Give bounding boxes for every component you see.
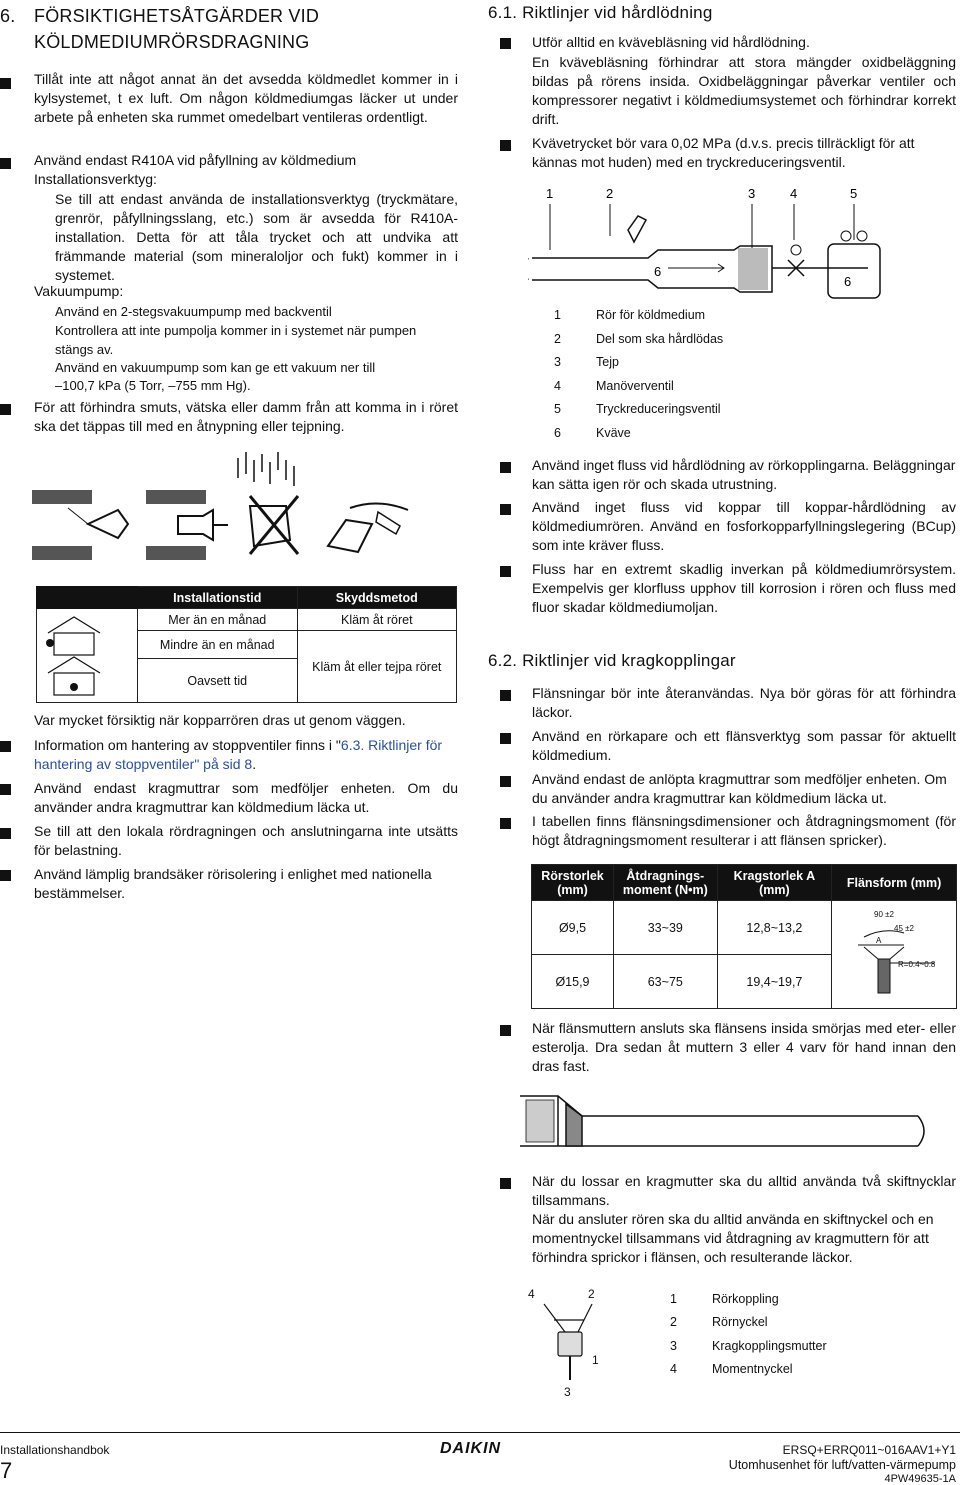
note-text: Var mycket försiktig när kopparrören dras ut genom väggen.: [34, 712, 406, 728]
page-number: 7: [0, 1458, 13, 1483]
legend-text: Tryckreduceringsventil: [596, 402, 721, 416]
brazing-figure: [528, 180, 948, 300]
bullet-text: När flänsmuttern ansluts ska flänsens insida smörjas med eter- eller esterolja. Dra sedan åt muttern 3 eller 4 varv för hand innan den dras fast.: [532, 1020, 956, 1074]
vacuum-text-4: –100,7 kPa (5 Torr, –755 mm Hg).: [55, 378, 251, 393]
table-cell: Kläm åt röret: [297, 609, 456, 631]
legend-text: Kragkopplingsmutter: [712, 1339, 827, 1353]
bullet: [0, 870, 11, 881]
stop-valve-link[interactable]: 6.3. Riktlinjer för hantering av stoppventiler" på sid 8: [34, 737, 443, 772]
bullet-text: Se till att den lokala rördragningen och anslutningarna inte utsätts för belastning.: [34, 823, 458, 858]
legend-text: Rörnyckel: [712, 1315, 768, 1329]
bullet: [500, 690, 511, 701]
vacuum-text-2: Kontrollera att inte pumpolja kommer in i systemet när pumpen stängs av.: [55, 323, 417, 357]
col-header: Kragstorlek A (mm): [717, 865, 832, 901]
table-cell: 19,4~19,7: [717, 955, 832, 1009]
table-cell: Ø9,5: [532, 901, 614, 955]
footer-rule: [0, 1432, 960, 1433]
bullet-text: Tillåt inte att något annat än det avsedda köldmedlet kommer in i kylsystemet, t ex luft. Om någon köldmediumgas läcker ut under arbete på enheten ska rummet omedelbart ventileras ordentligt.: [34, 71, 458, 125]
fig-label: 4: [790, 186, 798, 201]
legend-num: 3: [554, 355, 561, 369]
fig-label: 2: [606, 186, 614, 201]
bullet-text: En kvävebläsning förhindrar att stora mängder oxidbeläggning bildas på rörens insida. Oxidbeläggningar påverkar ventiler och kompressorer negativt i köldmediumsystemet och förhindrar korrekt drift.: [532, 54, 956, 127]
section-title-line2: KÖLDMEDIUMRÖRSDRAGNING: [34, 32, 310, 52]
legend-text: Kväve: [596, 426, 631, 440]
bullet: [500, 818, 511, 829]
vacuum-text-3: Använd en vakuumpump som kan ge ett vakuum ner till: [55, 360, 376, 375]
section-title-line1: FÖRSIKTIGHETSÅTGÄRDER VID: [34, 6, 320, 26]
table-cell: Mindre än en månad: [137, 631, 297, 659]
legend-num: 6: [554, 426, 561, 440]
fig-label: 6: [844, 274, 852, 289]
col-header: Åtdragnings-moment (N•m): [613, 865, 717, 901]
table-cell: Ø15,9: [532, 955, 614, 1009]
bullet: [500, 140, 511, 151]
bullet-text: Använd en rörkapare och ett flänsverktyg som passar för aktuellt köldmedium.: [532, 728, 956, 763]
bullet: [0, 404, 11, 415]
bullet-text: Utför alltid en kvävebläsning vid hårdlödning.: [532, 34, 810, 50]
bullet-text: Använd endast de anlöpta kragmuttrar som medföljer enheten. Om du använder andra kragmuttrar kan köldmedium läcka ut.: [532, 771, 947, 806]
bullet: [0, 158, 11, 169]
col-header: Flänsform (mm): [832, 865, 957, 901]
radius-label: R=0.4~0.8: [898, 960, 936, 969]
bullet-text: Information om hantering av stoppventiler finns i "6.3. Riktlinjer för hantering av stoppventiler" på sid 8.: [34, 737, 443, 772]
daikin-logo: DAIKIN: [440, 1440, 502, 1457]
right-column: [488, 0, 960, 1420]
bullet: [0, 78, 11, 89]
section-6-1-title: 6.1. Riktlinjer vid hårdlödning: [488, 3, 713, 22]
bullet: [500, 776, 511, 787]
legend-text: Manöverventil: [596, 379, 674, 393]
table-cell: 33~39: [613, 901, 717, 955]
angle-label: 90 ±2: [874, 910, 895, 919]
flare-table: [531, 864, 957, 1009]
footer-doc-type: Installationshandbok: [0, 1443, 110, 1457]
bullet-text: Använd inget fluss vid hårdlödning av rörkopplingarna. Beläggningar kan sätta igen rör och skada utrustning.: [532, 457, 956, 492]
dimension-label: A: [876, 936, 882, 945]
legend-num: 2: [554, 332, 561, 346]
bullet: [0, 784, 11, 795]
table-cell: Kläm åt eller tejpa röret: [297, 631, 456, 703]
legend-num: 1: [670, 1292, 677, 1306]
bullet-text: Använd endast kragmuttrar som medföljer enheten. Om du använder andra kragmuttrar kan köldmedium läcka ut.: [34, 780, 458, 815]
table-corner: [37, 587, 138, 609]
bullet-text: När du ansluter rören ska du alltid använda en skiftnyckel och en momentnyckel tillsammans vid åtdragning av kragmuttern för att förhindra sprickor i flänsen, och resulterande läckor.: [532, 1211, 934, 1265]
bullet: [0, 741, 11, 752]
footer-doc-code: 4PW49635-1A: [884, 1473, 956, 1485]
left-column: [0, 0, 470, 1420]
legend-num: 4: [554, 379, 561, 393]
fig-label: 4: [528, 1287, 535, 1301]
table-cell: 12,8~13,2: [717, 901, 832, 955]
bullet-text: Flänsningar bör inte återanvändas. Nya bör göras för att förhindra läckor.: [532, 685, 956, 720]
legend-text: Tejp: [596, 355, 619, 369]
legend-text: Rörkoppling: [712, 1292, 779, 1306]
bullet: [500, 38, 511, 49]
bullet-text: Använd endast R410A vid påfyllning av köldmedium: [34, 152, 357, 168]
house-icon: [38, 609, 136, 699]
bullet-text: Fluss har en extremt skadlig inverkan på köldmediumrörsystem. Exempelvis ger klorfluss upphov till korrosion i rören och fluss med fluor skadar köldmediumoljan.: [532, 561, 956, 615]
fig-label: 3: [564, 1385, 571, 1399]
flare-shape-cell: [832, 901, 957, 1009]
bullet-text: För att förhindra smuts, vätska eller damm från att komma in i röret ska det täppas till med en åtnypning eller tejpning.: [34, 399, 458, 434]
bullet: [0, 828, 11, 839]
section-number: 6.: [0, 6, 16, 26]
bullet: [500, 504, 511, 515]
legend-num: 5: [554, 402, 561, 416]
table-cell: Mer än en månad: [137, 609, 297, 631]
footer-model: ERSQ+ERRQ011~016AAV1+Y1: [782, 1443, 956, 1457]
legend-num: 3: [670, 1339, 677, 1353]
flare-shape-diagram: [834, 903, 954, 1003]
fig-label: 5: [850, 186, 858, 201]
table-cell: 63~75: [613, 955, 717, 1009]
legend-text: Del som ska hårdlödas: [596, 332, 724, 346]
bullet: [500, 1178, 511, 1189]
table-cell: Oavsett tid: [137, 659, 297, 703]
vacuum-label: Vakuumpump:: [34, 283, 124, 299]
tools-text: Se till att endast använda de installationsverktyg (tryckmätare, grenrör, påfyllningsslang, etc.) som är avsedda för R410A-installation. Detta för att tåla trycket och att undvika att främmande material (som mineraloljor och fukt) kommer in i systemet.: [55, 191, 458, 283]
fig-label: 1: [592, 1353, 599, 1367]
vacuum-text-1: Använd en 2-stegsvakuumpump med backventil: [55, 304, 332, 319]
fig-label: 3: [748, 186, 756, 201]
section-6-2-title: 6.2. Riktlinjer vid kragkopplingar: [488, 651, 736, 670]
bullet-text: När du lossar en kragmutter ska du alltid använda två skiftnycklar tillsammans.: [532, 1173, 956, 1208]
bullet-text: Använd lämplig brandsäker rörisolering i enlighet med nationella bestämmelser.: [34, 866, 432, 901]
bullet-text: Använd inget fluss vid koppar till koppar-hårdlödning av köldmediumrören. Använd en fosforkopparfyllningslegering (BCup) som inte kräver fluss.: [532, 499, 956, 553]
angle-label: 45 ±2: [894, 924, 915, 933]
footer-product: Utomhusenhet för luft/vatten-värmepump: [728, 1458, 956, 1472]
legend-text: Rör för köldmedium: [596, 308, 706, 322]
legend-num: 2: [670, 1315, 677, 1329]
protection-table: [36, 586, 457, 703]
bullet: [500, 566, 511, 577]
wrench-illustration: [524, 1284, 634, 1402]
house-icons-cell: [37, 609, 138, 703]
bullet: [500, 733, 511, 744]
pipe-protection-illustration: [28, 448, 428, 566]
flare-oil-illustration: [518, 1086, 938, 1156]
col-header: Rörstorlek (mm): [532, 865, 614, 901]
col-header: Installationstid: [137, 587, 297, 609]
legend-num: 4: [670, 1362, 677, 1376]
fig-label: 2: [588, 1287, 595, 1301]
bullet: [500, 1025, 511, 1036]
legend-num: 1: [554, 308, 561, 322]
fig-label: 6: [654, 264, 662, 279]
bullet-text: Kvävetrycket bör vara 0,02 MPa (d.v.s. precis tillräckligt för att kännas mot huden) med en tryckreduceringsventil.: [532, 135, 915, 170]
tools-label: Installationsverktyg:: [34, 171, 157, 187]
legend-text: Momentnyckel: [712, 1362, 793, 1376]
col-header: Skyddsmetod: [297, 587, 456, 609]
fig-label: 1: [546, 186, 554, 201]
bullet-text: I tabellen finns flänsningsdimensioner och åtdragningsmoment (för högt åtdragningsmoment resulterar i att flänsen spricker).: [532, 813, 956, 848]
bullet: [500, 462, 511, 473]
